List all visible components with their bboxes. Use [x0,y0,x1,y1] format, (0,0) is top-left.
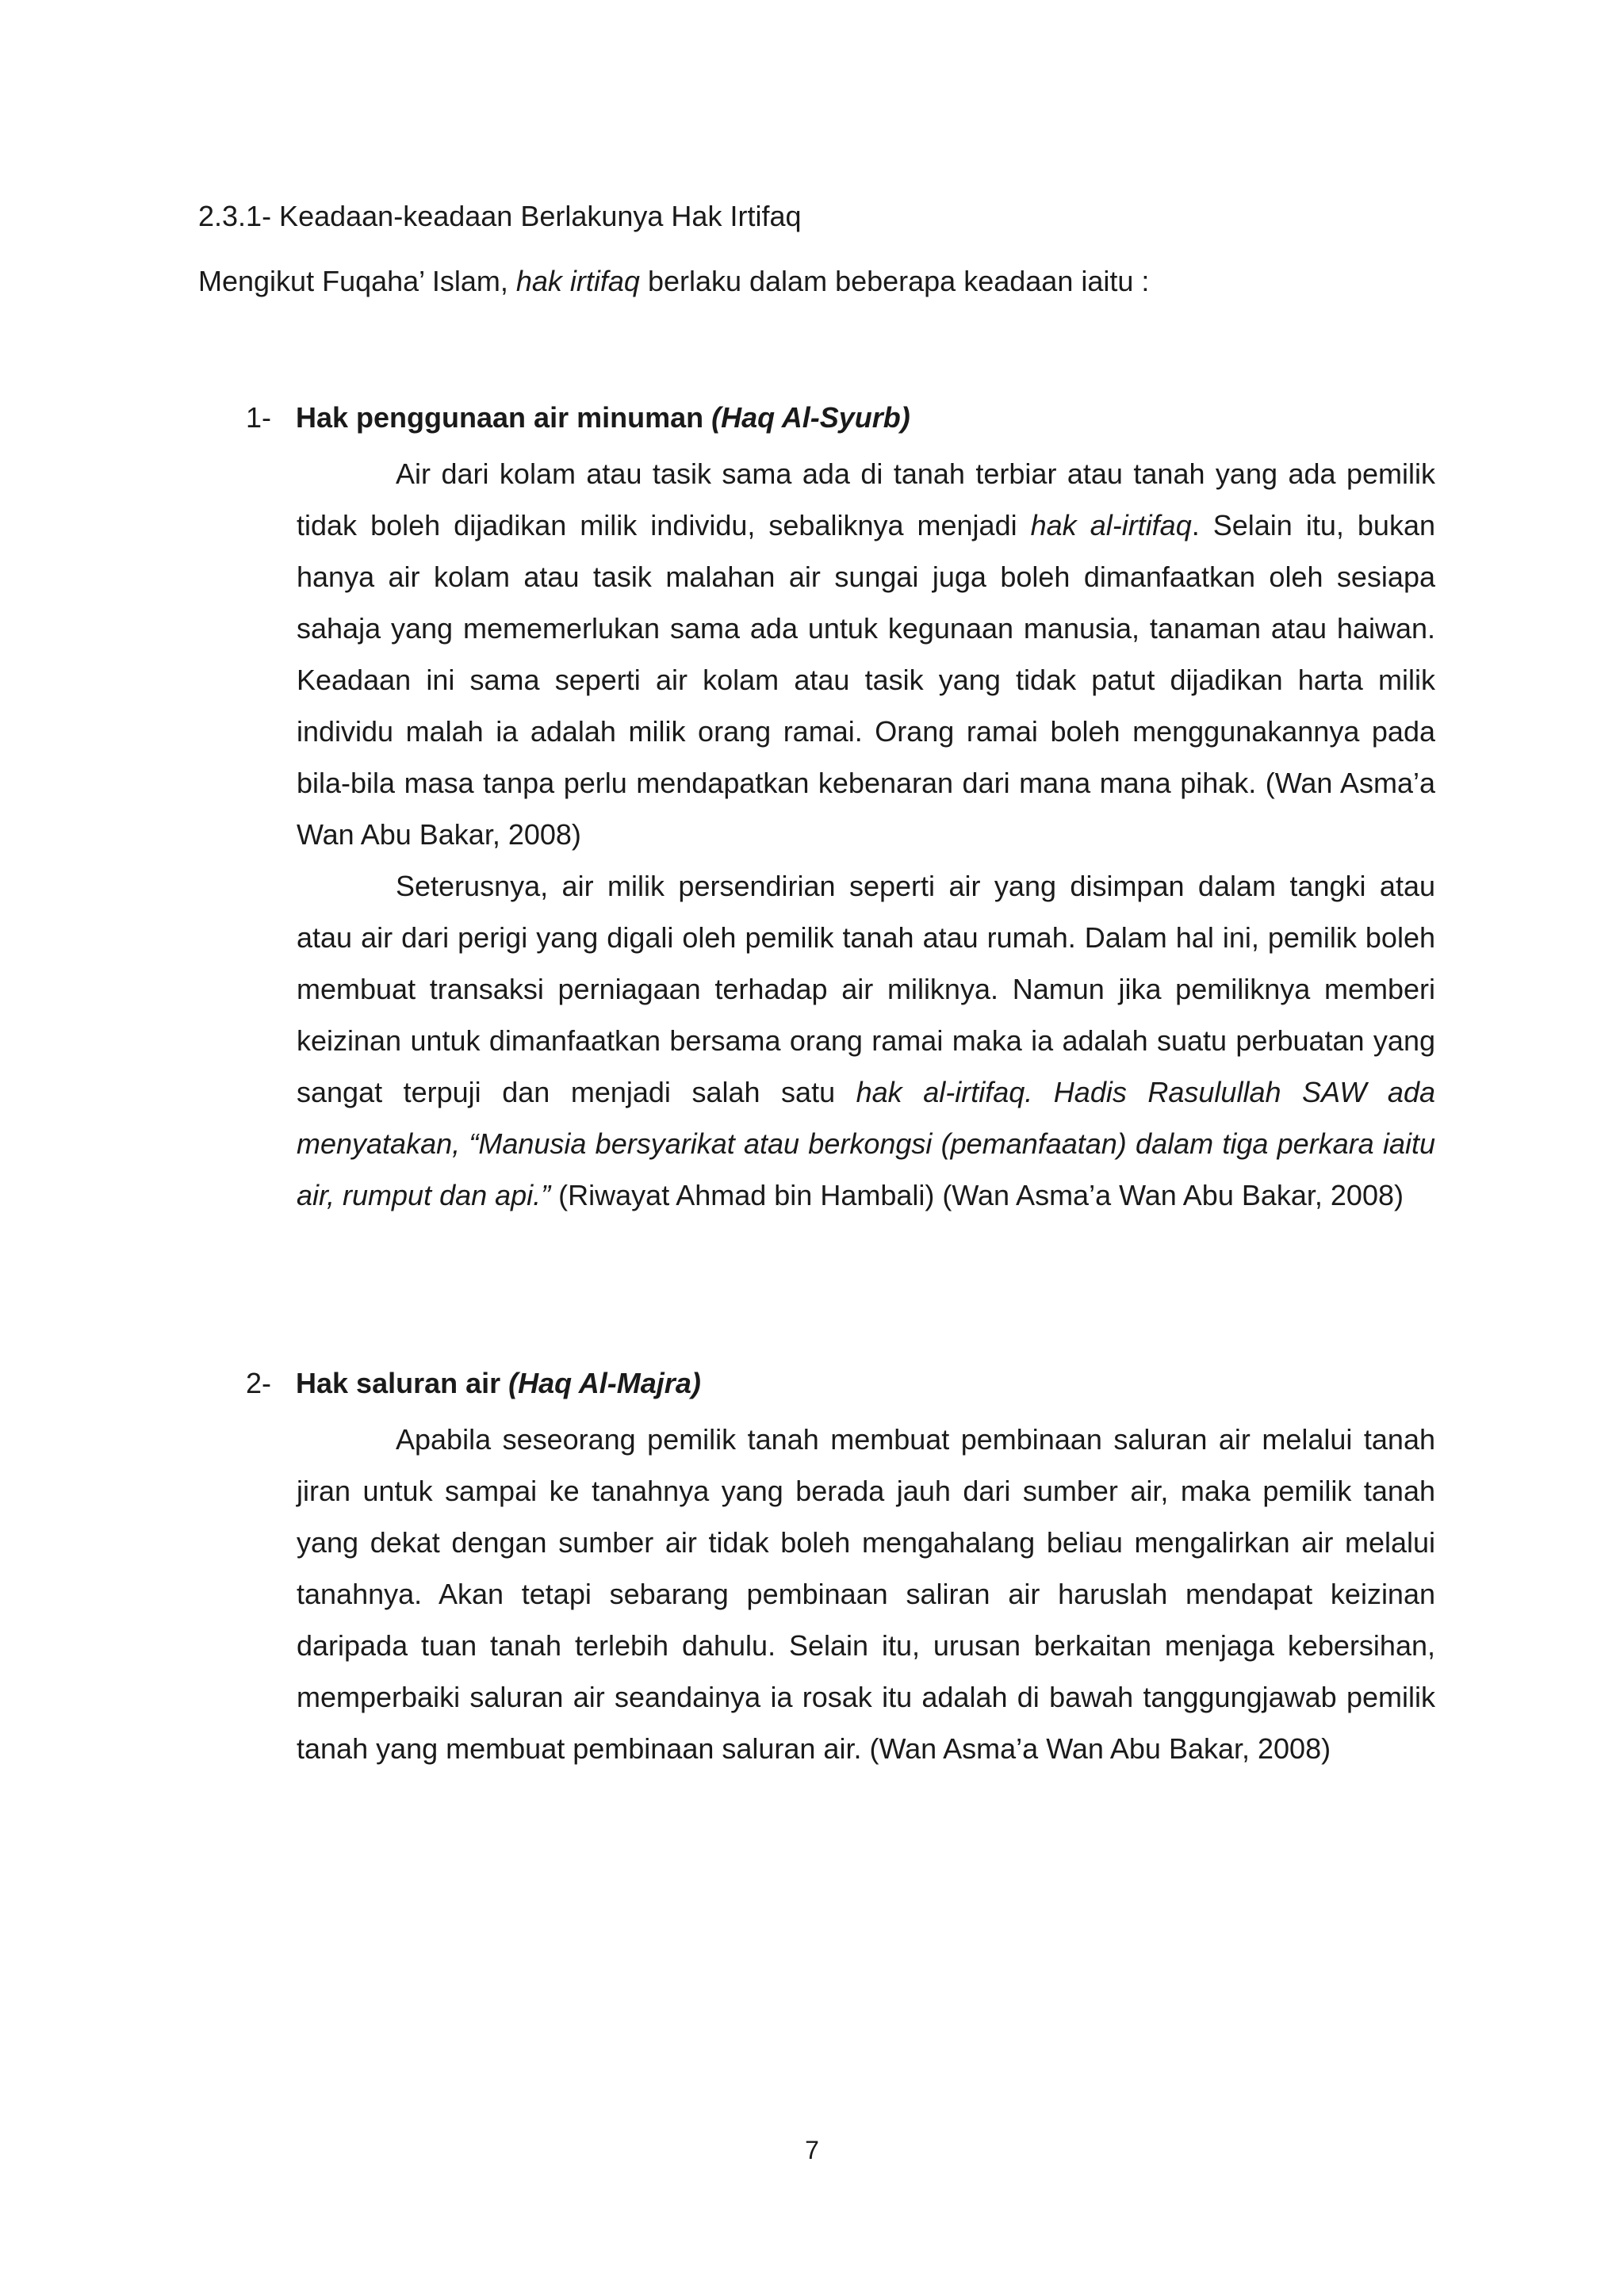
list-item-1-heading [246,398,1435,438]
item-number: 1- [246,401,272,434]
paragraph [297,860,1435,1221]
list-item-2-body [297,1414,1435,1774]
list-item-1-body [297,448,1435,1221]
intro-italic-term: hak irtifaq [515,265,640,297]
page-number: 7 [805,2136,819,2164]
paragraph-text: . Selain itu, bukan hanya air kolam atau tasik malahan air sungai juga boleh dimanfaatkan oleh sesiapa sahaja yang mememerlukan sama ada untuk kegunaan manusia, tanaman atau haiwan. Keadaan ini sama seperti air kolam atau tasik yang tidak patut dijadikan harta milik individu malah ia adalah milik orang ramai. Orang ramai boleh menggunakannya pada bila-bila masa tanpa perlu mendapatkan kebenaran dari mana mana pihak. (Wan Asma’a Wan Abu Bakar, 2008) [297,509,1435,851]
list-item-2-heading [246,1364,1435,1403]
item-title: Hak penggunaan air minuman [296,401,712,434]
item-subtitle: (Haq Al-Majra) [508,1367,701,1399]
paragraph-italic: hak al-irtifaq. Hadis Rasulullah SAW ada menyatakan, “Manusia bersyarikat atau berkongsi (pemanfaatan) dalam tiga perkara iaitu air, rumput dan api.” [297,1076,1435,1211]
intro-text-end: berlaku dalam beberapa keadaan iaitu : [639,265,1150,297]
section-heading: 2.3.1- Keadaan-keadaan Berlakunya Hak Irtifaq [198,200,802,232]
paragraph-text: (Riwayat Ahmad bin Hambali) (Wan Asma’a Wan Abu Bakar, 2008) [550,1179,1404,1211]
intro-paragraph [198,262,1149,301]
paragraph [297,1414,1435,1774]
paragraph [297,448,1435,860]
item-subtitle: (Haq Al-Syurb) [711,401,910,434]
paragraph-text: Apabila seseorang pemilik tanah membuat pembinaan saluran air melalui tanah jiran untuk sampai ke tanahnya yang berada jauh dari sumber air, maka pemilik tanah yang dekat dengan sumber air tidak boleh mengahalang beliau mengalirkan air melalui tanahnya. Akan tetapi sebarang pembinaan saliran air haruslah mendapat keizinan daripada tuan tanah terlebih dahulu. Selain itu, urusan berkaitan menjaga kebersihan, memperbaiki saluran air seandainya ia rosak itu adalah di bawah tanggungjawab pemilik tanah yang membuat pembinaan saluran air. (Wan Asma’a Wan Abu Bakar, 2008) [297,1423,1435,1765]
paragraph-text: Seterusnya, air milik persendirian seperti air yang disimpan dalam tangki atau atau air dari perigi yang digali oleh pemilik tanah atau rumah. Dalam hal ini, pemilik boleh membuat transaksi perniagaan terhadap air miliknya. Namun jika pemiliknya memberi keizinan untuk dimanfaatkan bersama orang ramai maka ia adalah suatu perbuatan yang sangat terpuji dan menjadi salah satu [297,870,1435,1108]
paragraph-italic: hak al-irtifaq [1030,509,1192,541]
item-title: Hak saluran air [296,1367,509,1399]
item-number: 2- [246,1367,272,1399]
intro-text: Mengikut Fuqaha’ Islam, [198,265,516,297]
paragraph-text: Air dari kolam atau tasik sama ada di tanah terbiar atau tanah yang ada pemilik tidak boleh dijadikan milik individu, sebaliknya menjadi [297,457,1435,541]
